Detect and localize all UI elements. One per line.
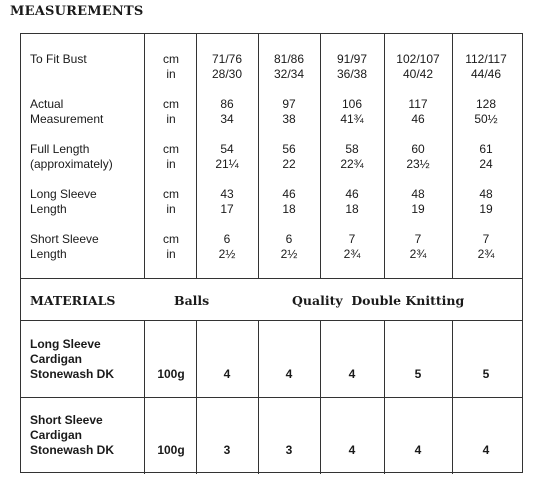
row-label: Short Sleeve Length xyxy=(30,232,99,261)
balls-label: Balls xyxy=(174,293,210,308)
page-heading: MEASUREMENTS xyxy=(10,4,144,19)
materials-title: MATERIALS xyxy=(30,293,116,308)
ball-count: 4 xyxy=(285,367,293,381)
size-value: 58 22¾ xyxy=(340,142,364,171)
size-value: 56 22 xyxy=(282,142,296,171)
ball-count: 3 xyxy=(223,443,231,457)
size-value: 102/107 40/42 xyxy=(396,52,440,81)
ball-count: 5 xyxy=(482,367,490,381)
size-value: 46 18 xyxy=(282,187,296,216)
grid-line xyxy=(21,278,522,279)
size-value: 128 50½ xyxy=(474,97,498,126)
size-value: 43 17 xyxy=(220,187,234,216)
unit-label: cm in xyxy=(163,52,179,81)
size-value: 71/76 28/30 xyxy=(211,52,243,81)
size-value: 112/117 44/46 xyxy=(465,52,507,81)
size-value: 97 38 xyxy=(282,97,296,126)
material-label: Long Sleeve Cardigan Stonewash DK xyxy=(30,337,115,381)
ball-count: 5 xyxy=(414,367,422,381)
yarn-weight: 100g xyxy=(157,443,185,457)
ball-count: 4 xyxy=(223,367,231,381)
size-value: 48 19 xyxy=(411,187,425,216)
grid-line xyxy=(21,320,522,321)
size-value: 86 34 xyxy=(220,97,234,126)
unit-label: cm in xyxy=(163,142,179,171)
size-value: 106 41¾ xyxy=(340,97,364,126)
size-value: 48 19 xyxy=(479,187,493,216)
measurements-table xyxy=(20,33,523,473)
row-label: Actual Measurement xyxy=(30,97,104,126)
size-value: 6 2½ xyxy=(218,232,236,261)
size-value: 60 23½ xyxy=(406,142,430,171)
row-label: Long Sleeve Length xyxy=(30,187,97,216)
ball-count: 4 xyxy=(482,443,490,457)
size-value: 7 2¾ xyxy=(343,232,361,261)
unit-label: cm in xyxy=(163,187,179,216)
size-value: 81/86 32/34 xyxy=(273,52,305,81)
size-value: 91/97 36/38 xyxy=(336,52,368,81)
size-value: 7 2¾ xyxy=(477,232,495,261)
size-value: 54 21¼ xyxy=(215,142,239,171)
unit-label: cm in xyxy=(163,232,179,261)
quality-label: Quality Double Knitting xyxy=(292,293,465,308)
size-value: 46 18 xyxy=(345,187,359,216)
material-label: Short Sleeve Cardigan Stonewash DK xyxy=(30,413,115,457)
unit-label: cm in xyxy=(163,97,179,126)
size-value: 6 2½ xyxy=(280,232,298,261)
row-label: Full Length (approximately) xyxy=(30,142,113,171)
ball-count: 4 xyxy=(348,443,356,457)
row-label: To Fit Bust xyxy=(30,52,87,66)
ball-count: 4 xyxy=(414,443,422,457)
size-value: 61 24 xyxy=(479,142,493,171)
size-value: 117 46 xyxy=(408,97,428,126)
yarn-weight: 100g xyxy=(157,367,185,381)
size-value: 7 2¾ xyxy=(409,232,427,261)
ball-count: 3 xyxy=(285,443,293,457)
grid-line xyxy=(21,397,522,398)
ball-count: 4 xyxy=(348,367,356,381)
grid-line xyxy=(144,34,145,278)
